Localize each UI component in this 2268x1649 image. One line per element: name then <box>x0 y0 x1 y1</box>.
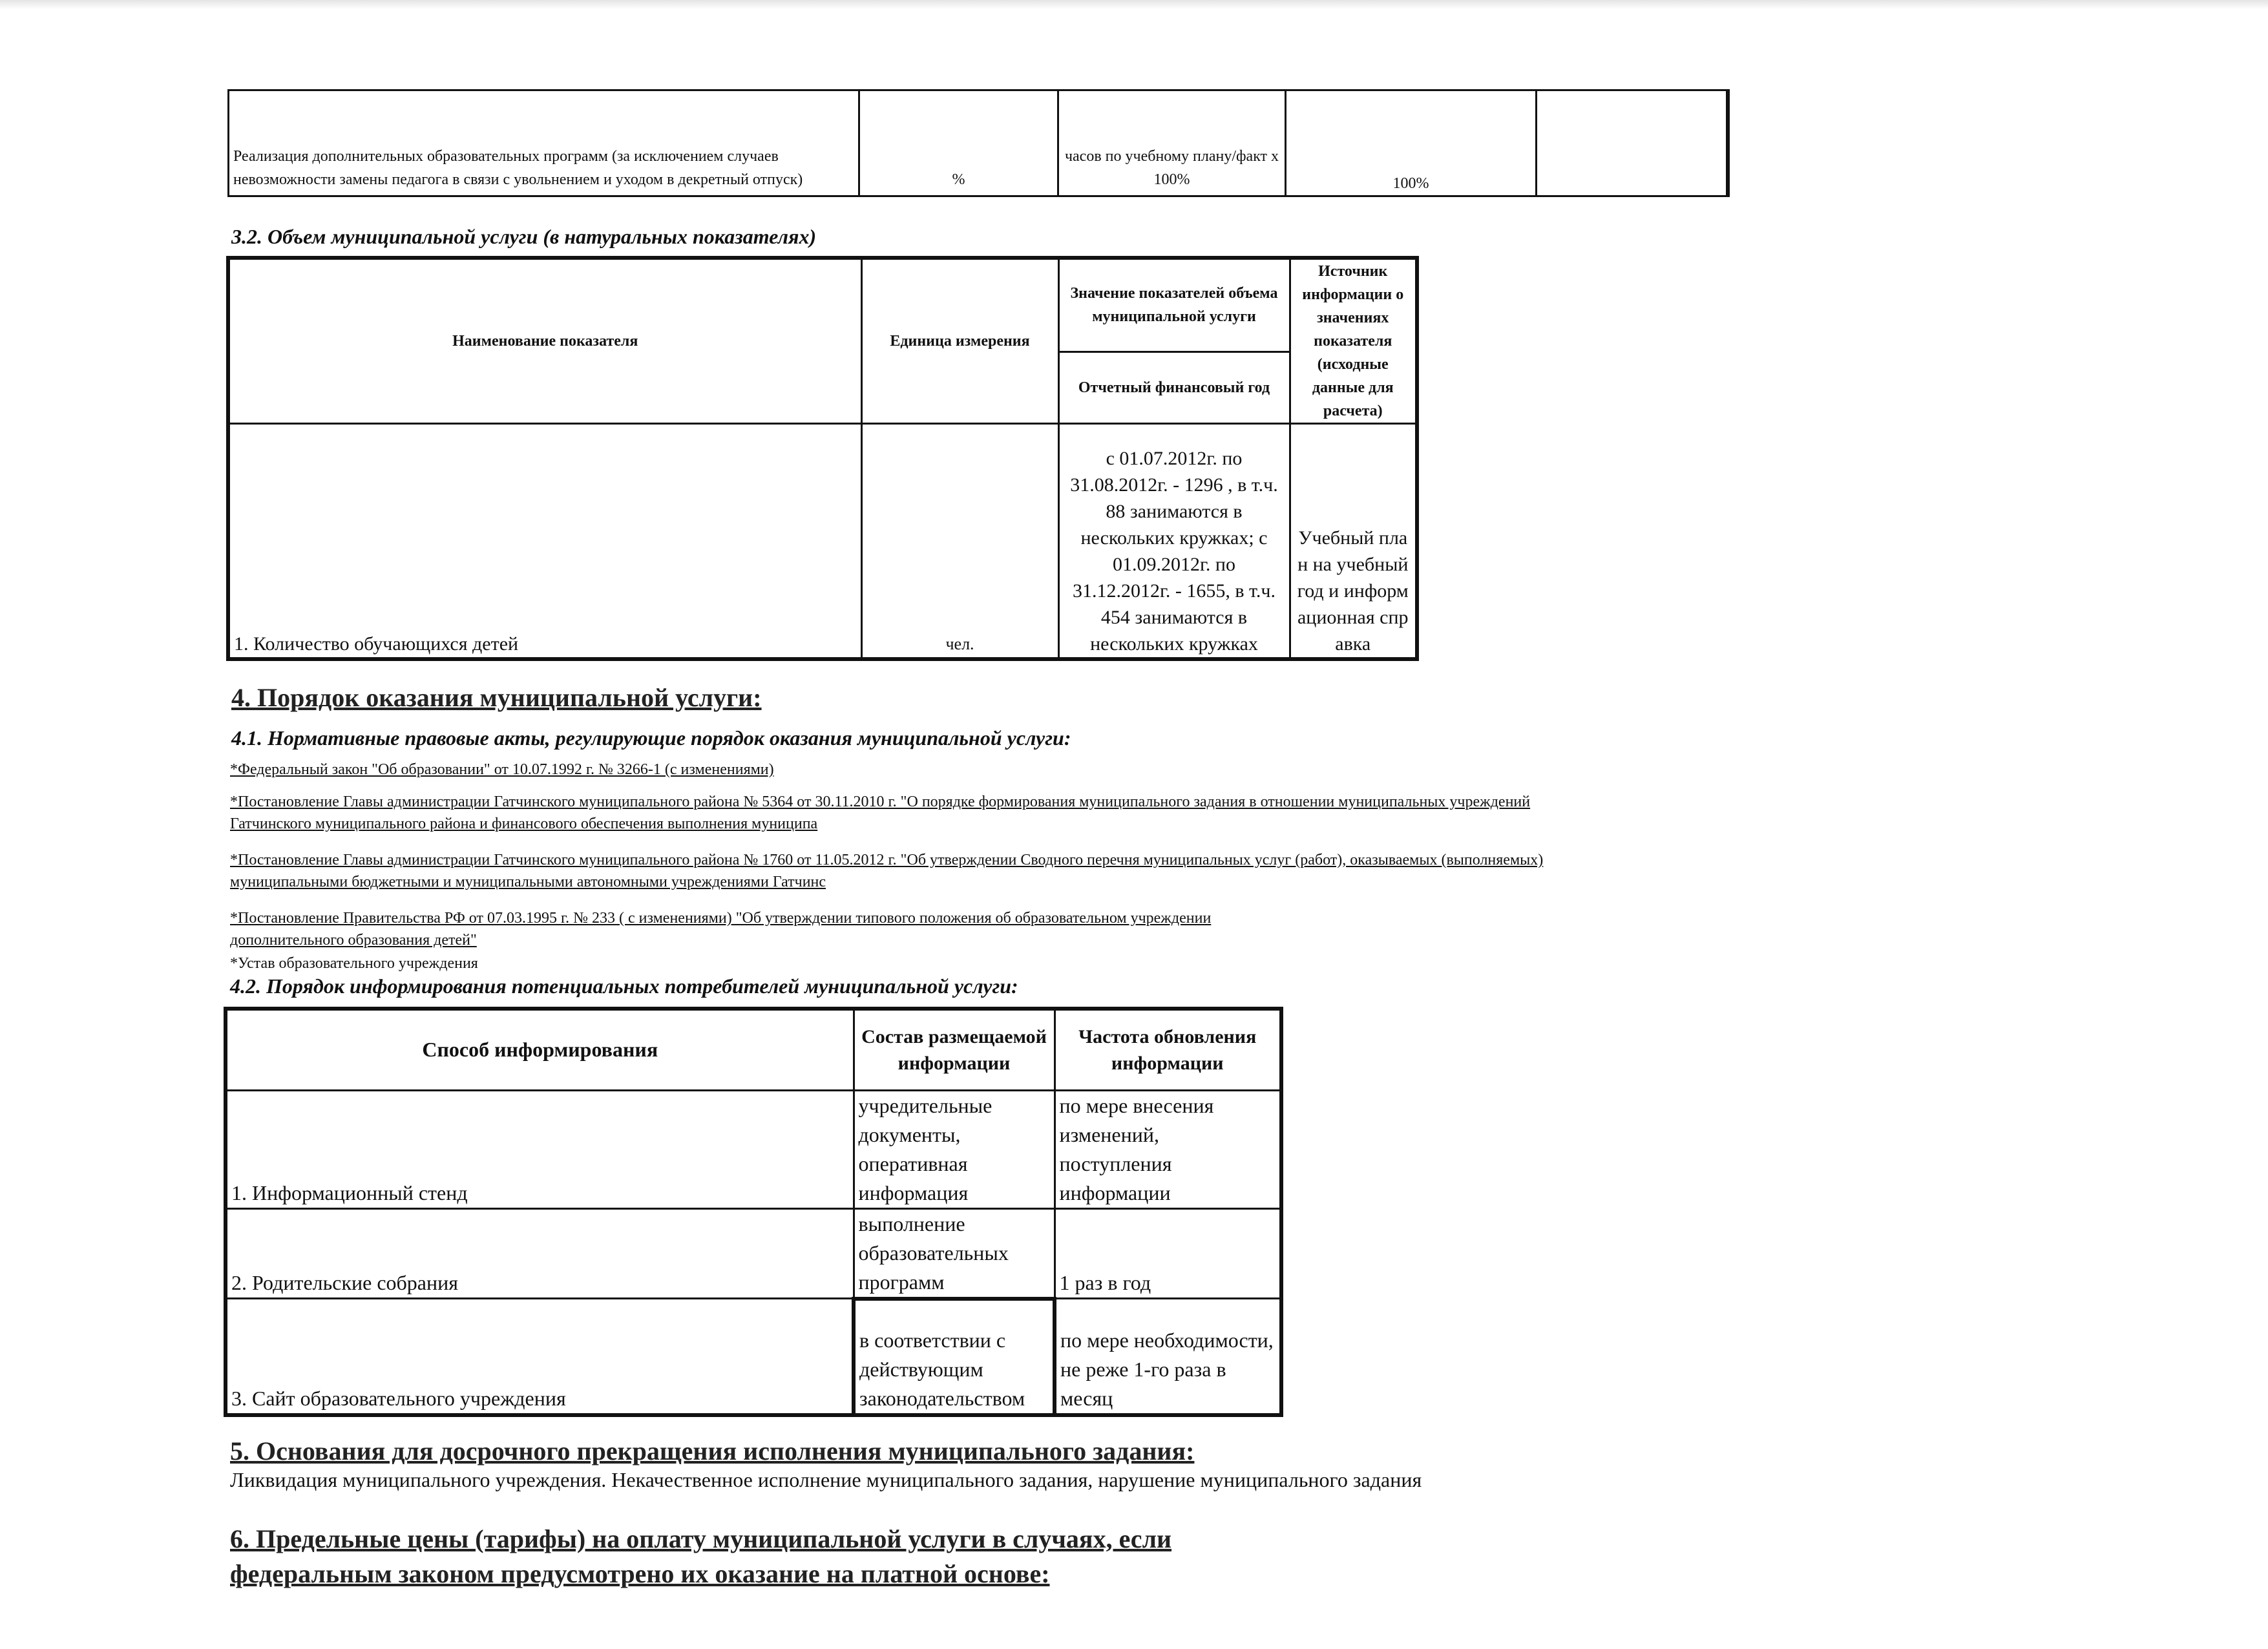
indicator-name-cell: 1. Количество обучающихся детей <box>228 424 861 659</box>
table-header-row <box>228 258 1417 352</box>
header-period: Отчетный финансовый год <box>1058 352 1290 423</box>
empty-cell <box>1537 90 1728 196</box>
table-row <box>229 90 1728 196</box>
section-5-text: Ликвидация муниципального учреждения. Некачественное исполнение муниципального задания, нарушение муниципального задания <box>230 1468 1422 1491</box>
scan-edge <box>0 0 2268 9</box>
frequency-cell: по мере необходимости, не реже 1-го раза в месяц <box>1055 1299 1281 1415</box>
frequency-cell: 1 раз в год <box>1055 1208 1281 1299</box>
law-item: *Постановление Главы администрации Гатчинского муниципального района № 5364 от 30.11.2010 г. "О порядке формирования муниципального задания в отношении муниципальных учреждений <box>230 793 1531 810</box>
method-cell: 2. Родительские собрания <box>226 1208 854 1299</box>
header-content: Состав размещаемой информации <box>854 1009 1055 1090</box>
table-row <box>226 1299 1281 1415</box>
section-3-2-title: 3.2. Объем муниципальной услуги (в натуральных показателях) <box>231 225 817 248</box>
section-4-2-title: 4.2. Порядок информирования потенциальных потребителей муниципальной услуги: <box>230 974 1018 998</box>
law-item: муниципальными бюджетными и муниципальными автономными учреждениями Гатчинс <box>230 874 826 890</box>
table-row <box>226 1090 1281 1208</box>
method-cell: 1. Информационный стенд <box>226 1090 854 1208</box>
information-methods-table <box>224 1007 1283 1417</box>
content-cell: учредительные документы, оперативная информация <box>854 1090 1055 1208</box>
header-unit: Единица измерения <box>861 258 1058 424</box>
law-item: дополнительного образования детей" <box>230 932 477 949</box>
frequency-cell: по мере внесения изменений, поступления информации <box>1055 1090 1281 1208</box>
section-5-title: 5. Основания для досрочного прекращения исполнения муниципального задания: <box>230 1436 1195 1465</box>
value-cell: 100% <box>1286 90 1537 196</box>
law-item: *Постановление Правительства РФ от 07.03.1995 г. № 233 ( с изменениями) "Об утверждении типового положения об образовательном учреждении <box>230 910 1212 927</box>
section-6-title-line1: 6. Предельные цены (тарифы) на оплату муниципальной услуги в случаях, если <box>230 1524 1172 1553</box>
quality-indicators-table <box>227 89 1730 197</box>
indicator-name-cell: Реализация дополнительных образовательных программ (за исключением случаев невозможности замены педагога в связи с увольнением и уходом в декретный отпуск) <box>229 90 859 196</box>
section-4-1-title: 4.1. Нормативные правовые акты, регулирующие порядок оказания муниципальной услуги: <box>231 726 1071 750</box>
unit-cell: % <box>859 90 1058 196</box>
section-6-title-line2: федеральным законом предусмотрено их оказание на платной основе: <box>230 1559 1050 1588</box>
formula-cell: часов по учебному плану/факт х 100% <box>1058 90 1286 196</box>
method-cell: 3. Сайт образовательного учреждения <box>226 1299 854 1415</box>
value-cell: с 01.07.2012г. по 31.08.2012г. - 1296 , в т.ч. 88 занимаются в нескольких кружках; с 01.09.2012г. по 31.12.2012г. - 1655, в т.ч. 454 занимаются в нескольких кружках <box>1058 424 1290 659</box>
table-row <box>228 424 1417 659</box>
header-method: Способ информирования <box>226 1009 854 1090</box>
unit-cell: чел. <box>861 424 1058 659</box>
volume-indicators-table <box>226 256 1419 661</box>
table-row <box>226 1208 1281 1299</box>
law-item: Гатчинского муниципального района и финансового обеспечения выполнения муниципа <box>230 815 818 832</box>
table-header-row <box>226 1009 1281 1090</box>
header-values: Значение показателей объема муниципальной услуги <box>1058 258 1290 352</box>
header-source: Источник информации о значениях показателя (исходные данные для расчета) <box>1290 258 1417 424</box>
law-item: *Постановление Главы администрации Гатчинского муниципального района № 1760 от 11.05.2012 г. "Об утверждении Сводного перечня муниципальных услуг (работ), оказываемых (выполняемых) <box>230 852 1544 868</box>
content-cell: в соответствии с действующим законодательством <box>854 1299 1055 1415</box>
law-item: *Федеральный закон "Об образовании" от 10.07.1992 г. № 3266-1 (с изменениями) <box>230 761 774 778</box>
header-frequency: Частота обновления информации <box>1055 1009 1281 1090</box>
content-cell: выполнение образовательных программ <box>854 1208 1055 1299</box>
law-item: *Устав образовательного учреждения <box>230 955 478 972</box>
section-4-title: 4. Порядок оказания муниципальной услуги: <box>231 683 762 712</box>
header-indicator-name: Наименование показателя <box>228 258 861 424</box>
source-cell: Учебный план на учебный год и информационная справка <box>1290 424 1417 659</box>
